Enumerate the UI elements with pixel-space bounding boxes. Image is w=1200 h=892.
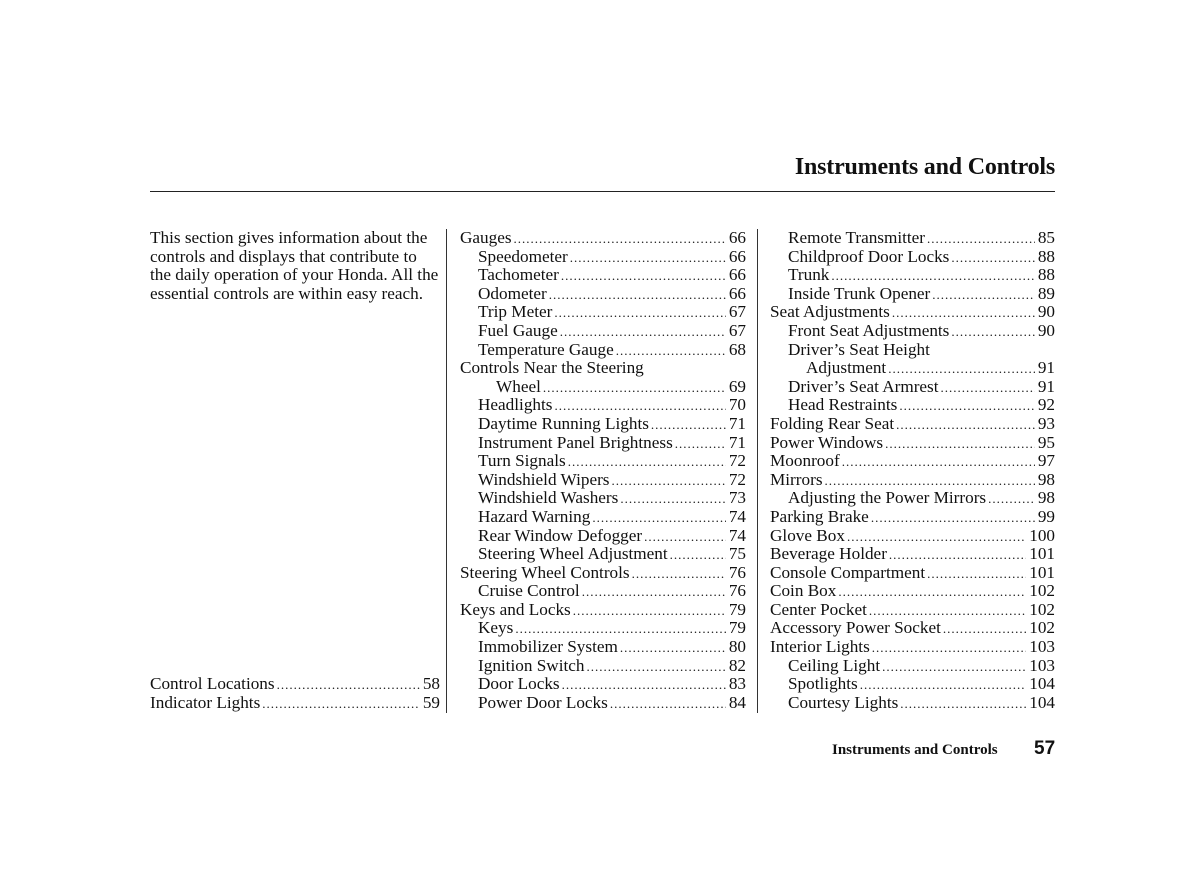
toc-page: 100 <box>1029 525 1055 545</box>
dot-leader <box>570 249 726 268</box>
toc-page: 74 <box>728 506 746 526</box>
toc-entry-remote-transmitter[interactable] <box>770 229 1055 248</box>
toc-label: Temperature Gauge <box>478 339 614 359</box>
toc-label: Moonroof <box>770 451 840 471</box>
index-column-2 <box>460 229 746 712</box>
toc-entry-interior-lights[interactable] <box>770 638 1055 657</box>
toc-entry-daytime-running-lights[interactable] <box>460 415 746 434</box>
toc-label: Headlights <box>478 395 553 415</box>
toc-label: Control Locations <box>150 674 275 693</box>
toc-page: 103 <box>1029 655 1055 675</box>
toc-page: 104 <box>1029 674 1055 694</box>
toc-label: Accessory Power Socket <box>770 618 941 638</box>
toc-page: 89 <box>1037 283 1055 303</box>
toc-entry-trip-meter[interactable] <box>460 303 746 322</box>
toc-page: 82 <box>728 655 746 675</box>
toc-label: Trip Meter <box>478 302 553 322</box>
toc-page: 76 <box>728 562 746 582</box>
toc-entry-beverage-holder[interactable] <box>770 545 1055 564</box>
toc-entry-courtesy-lights[interactable] <box>770 694 1055 713</box>
toc-page: 95 <box>1037 432 1055 452</box>
toc-label: Beverage Holder <box>770 544 887 564</box>
toc-page: 76 <box>728 581 746 601</box>
dot-leader <box>888 360 1035 379</box>
toc-page: 88 <box>1037 246 1055 266</box>
dot-leader <box>882 658 1026 677</box>
toc-page: 101 <box>1029 544 1055 564</box>
toc-page: 59 <box>422 692 440 712</box>
toc-entry-front-seat-adjustments[interactable] <box>770 322 1055 341</box>
toc-label: Parking Brake <box>770 506 869 526</box>
toc-page: 69 <box>728 376 746 396</box>
toc-label: Keys and Locks <box>460 599 571 619</box>
toc-label: Rear Window Defogger <box>478 525 643 545</box>
section-title: Instruments and Controls <box>794 154 1055 180</box>
toc-entry-adjustment[interactable] <box>770 359 1055 378</box>
toc-entry-ceiling-light[interactable] <box>770 657 1055 676</box>
toc-label: Hazard Warning <box>478 506 591 526</box>
toc-label: Tachometer <box>478 265 559 285</box>
column-divider <box>757 229 758 713</box>
dot-leader <box>514 230 726 249</box>
toc-label: Spotlights <box>788 674 858 694</box>
toc-entry-glove-box[interactable] <box>770 527 1055 546</box>
toc-page: 58 <box>422 674 440 693</box>
toc-entry-mirrors[interactable] <box>770 471 1055 490</box>
toc-page: 102 <box>1029 618 1055 638</box>
toc-label: Interior Lights <box>770 637 870 657</box>
toc-entry-seat-adjustments[interactable] <box>770 303 1055 322</box>
toc-entry-ignition-switch[interactable] <box>460 657 746 676</box>
toc-page: 67 <box>728 302 746 322</box>
toc-entry-wheel[interactable] <box>460 378 746 397</box>
toc-entry-tachometer[interactable] <box>460 266 746 285</box>
toc-entry-moonroof[interactable] <box>770 452 1055 471</box>
toc-label: Steering Wheel Controls <box>460 562 630 582</box>
col1-index-list <box>150 675 440 712</box>
dot-leader <box>561 267 726 286</box>
toc-entry-keys-and-locks[interactable] <box>460 601 746 620</box>
toc-entry-instrument-panel-brightness[interactable] <box>460 434 746 453</box>
dot-leader <box>277 676 420 695</box>
toc-label: Ceiling Light <box>788 655 881 675</box>
toc-label: Windshield Wipers <box>478 469 610 489</box>
toc-label: Odometer <box>478 283 547 303</box>
index-column-3 <box>770 229 1055 712</box>
toc-page: 104 <box>1029 692 1055 712</box>
toc-label: Glove Box <box>770 525 845 545</box>
dot-leader <box>927 230 1035 249</box>
toc-entry-fuel-gauge[interactable] <box>460 322 746 341</box>
toc-page: 90 <box>1037 302 1055 322</box>
toc-label: Head Restraints <box>788 395 898 415</box>
toc-label: Remote Transmitter <box>788 228 926 247</box>
toc-label: Windshield Washers <box>478 488 619 508</box>
toc-entry-gauges[interactable] <box>460 229 746 248</box>
toc-page: 72 <box>728 469 746 489</box>
dot-leader <box>951 249 1034 268</box>
toc-entry-hazard-warning[interactable] <box>460 508 746 527</box>
toc-heading-controls-near-steering: Controls Near the Steering <box>460 358 644 378</box>
toc-page: 102 <box>1029 581 1055 601</box>
toc-label: Center Pocket <box>770 599 867 619</box>
toc-page: 74 <box>728 525 746 545</box>
dot-leader <box>951 323 1034 342</box>
dot-leader <box>262 695 420 714</box>
column-divider <box>446 229 447 713</box>
toc-page: 92 <box>1037 395 1055 415</box>
toc-page: 67 <box>728 320 746 340</box>
toc-page: 91 <box>1037 376 1055 396</box>
toc-entry-head-restraints[interactable] <box>770 396 1055 415</box>
dot-leader <box>620 639 726 658</box>
toc-label: Adjusting the Power Mirrors <box>788 488 987 508</box>
toc-label: Console Compartment <box>770 562 926 582</box>
toc-page: 73 <box>728 488 746 508</box>
dot-leader <box>675 435 726 454</box>
toc-entry-indicator-lights[interactable] <box>150 694 440 713</box>
toc-entry-spotlights[interactable] <box>770 675 1055 694</box>
toc-page: 85 <box>1037 228 1055 247</box>
toc-label: Cruise Control <box>478 581 580 601</box>
toc-entry-console-compartment[interactable] <box>770 564 1055 583</box>
toc-label: Indicator Lights <box>150 692 261 712</box>
toc-entry-cruise-control[interactable] <box>460 582 746 601</box>
toc-entry-odometer[interactable] <box>460 285 746 304</box>
toc-entry-parking-brake[interactable] <box>770 508 1055 527</box>
dot-leader <box>592 509 725 528</box>
toc-entry-temperature-gauge[interactable] <box>460 341 746 360</box>
toc-entry-adjusting-power-mirrors[interactable] <box>770 489 1055 508</box>
dot-leader <box>943 620 1026 639</box>
toc-label: Front Seat Adjustments <box>788 320 950 340</box>
toc-page: 91 <box>1037 358 1055 378</box>
toc-entry-power-windows[interactable] <box>770 434 1055 453</box>
dot-leader <box>871 509 1035 528</box>
toc-entry-turn-signals[interactable] <box>460 452 746 471</box>
toc-page: 79 <box>728 599 746 619</box>
dot-leader <box>896 416 1035 435</box>
title-rule <box>150 191 1055 192</box>
dot-leader <box>831 267 1034 286</box>
toc-entry-center-pocket[interactable] <box>770 601 1055 620</box>
toc-label: Inside Trunk Opener <box>788 283 931 303</box>
dot-leader <box>610 695 726 714</box>
toc-label: Trunk <box>788 265 830 285</box>
toc-entry-power-door-locks[interactable] <box>460 694 746 713</box>
toc-entry-immobilizer-system[interactable] <box>460 638 746 657</box>
toc-page: 84 <box>728 692 746 712</box>
dot-leader <box>620 490 725 509</box>
toc-label: Power Door Locks <box>478 692 608 712</box>
toc-page: 98 <box>1037 488 1055 508</box>
toc-label: Driver’s Seat Armrest <box>788 376 939 396</box>
toc-page: 102 <box>1029 599 1055 619</box>
toc-entry-headlights[interactable] <box>460 396 746 415</box>
toc-label: Coin Box <box>770 581 837 601</box>
intro-column <box>150 228 440 712</box>
toc-page: 72 <box>728 451 746 471</box>
toc-entry-windshield-wipers[interactable] <box>460 471 746 490</box>
toc-page: 70 <box>728 395 746 415</box>
dot-leader <box>842 453 1035 472</box>
toc-page: 97 <box>1037 451 1055 471</box>
toc-heading-drivers-seat-height: Driver’s Seat Height <box>788 339 930 359</box>
dot-leader <box>889 546 1026 565</box>
toc-entry-drivers-seat-armrest[interactable] <box>770 378 1055 397</box>
dot-leader <box>900 695 1026 714</box>
toc-label: Door Locks <box>478 674 560 694</box>
toc-label: Turn Signals <box>478 451 566 471</box>
toc-label: Keys <box>478 618 514 638</box>
toc-page: 98 <box>1037 469 1055 489</box>
toc-page: 103 <box>1029 637 1055 657</box>
toc-label: Ignition Switch <box>478 655 585 675</box>
dot-leader <box>899 397 1035 416</box>
toc-page: 101 <box>1029 562 1055 582</box>
toc-label: Instrument Panel Brightness <box>478 432 673 452</box>
toc-page: 66 <box>728 283 746 303</box>
dot-leader <box>670 546 726 565</box>
toc-label: Folding Rear Seat <box>770 413 895 433</box>
toc-entry-trunk[interactable] <box>770 266 1055 285</box>
dot-leader <box>651 416 726 435</box>
toc-page: 75 <box>728 544 746 564</box>
toc-page: 66 <box>728 228 746 247</box>
toc-page: 99 <box>1037 506 1055 526</box>
toc-label: Speedometer <box>478 246 568 266</box>
toc-label: Adjustment <box>806 358 887 378</box>
footer-section-label: Instruments and Controls <box>832 742 998 758</box>
toc-page: 79 <box>728 618 746 638</box>
toc-label: Daytime Running Lights <box>478 413 649 433</box>
toc-label: Childproof Door Locks <box>788 246 950 266</box>
dot-leader <box>885 435 1035 454</box>
toc-label: Fuel Gauge <box>478 320 558 340</box>
dot-leader <box>941 379 1035 398</box>
toc-label: Wheel <box>496 376 541 396</box>
dot-leader <box>582 583 726 602</box>
toc-page: 71 <box>728 413 746 433</box>
toc-label: Steering Wheel Adjustment <box>478 544 668 564</box>
dot-leader <box>872 639 1026 658</box>
toc-label: Immobilizer System <box>478 637 618 657</box>
footer-page-number: 57 <box>1034 738 1056 759</box>
dot-leader <box>927 565 1026 584</box>
dot-leader <box>543 379 726 398</box>
toc-page: 80 <box>728 637 746 657</box>
dot-leader <box>932 286 1035 305</box>
toc-label: Courtesy Lights <box>788 692 899 712</box>
toc-entry-folding-rear-seat[interactable] <box>770 415 1055 434</box>
toc-entry-steering-wheel-controls[interactable] <box>460 564 746 583</box>
dot-leader <box>611 472 725 491</box>
toc-page: 83 <box>728 674 746 694</box>
dot-leader <box>554 304 725 323</box>
toc-label: Mirrors <box>770 469 823 489</box>
toc-page: 71 <box>728 432 746 452</box>
dot-leader <box>549 286 726 305</box>
toc-page: 66 <box>728 246 746 266</box>
toc-page: 93 <box>1037 413 1055 433</box>
toc-page: 88 <box>1037 265 1055 285</box>
toc-entry-inside-trunk-opener[interactable] <box>770 285 1055 304</box>
toc-entry-coin-box[interactable] <box>770 582 1055 601</box>
toc-entry-keys[interactable] <box>460 619 746 638</box>
toc-entry-control-locations[interactable] <box>150 675 440 694</box>
toc-entry-speedometer[interactable] <box>460 248 746 267</box>
toc-entry-rear-window-defogger[interactable] <box>460 527 746 546</box>
dot-leader <box>568 453 726 472</box>
toc-label: Seat Adjustments <box>770 302 890 322</box>
dot-leader <box>573 602 726 621</box>
toc-page: 68 <box>728 339 746 359</box>
dot-leader <box>586 658 725 677</box>
toc-entry-childproof-door-locks[interactable] <box>770 248 1055 267</box>
toc-entry-accessory-power-socket[interactable] <box>770 619 1055 638</box>
toc-page: 90 <box>1037 320 1055 340</box>
toc-entry-windshield-washers[interactable] <box>460 489 746 508</box>
dot-leader <box>560 323 726 342</box>
toc-page: 66 <box>728 265 746 285</box>
dot-leader <box>632 565 726 584</box>
toc-entry-steering-wheel-adjustment[interactable] <box>460 545 746 564</box>
dot-leader <box>988 490 1035 509</box>
toc-label: Power Windows <box>770 432 884 452</box>
toc-label: Gauges <box>460 228 512 247</box>
intro-paragraph: This section gives information about the controls and displays that contribute to the daily operation of your Honda. All the essential controls are within easy reach. <box>150 228 439 303</box>
toc-entry-door-locks[interactable] <box>460 675 746 694</box>
